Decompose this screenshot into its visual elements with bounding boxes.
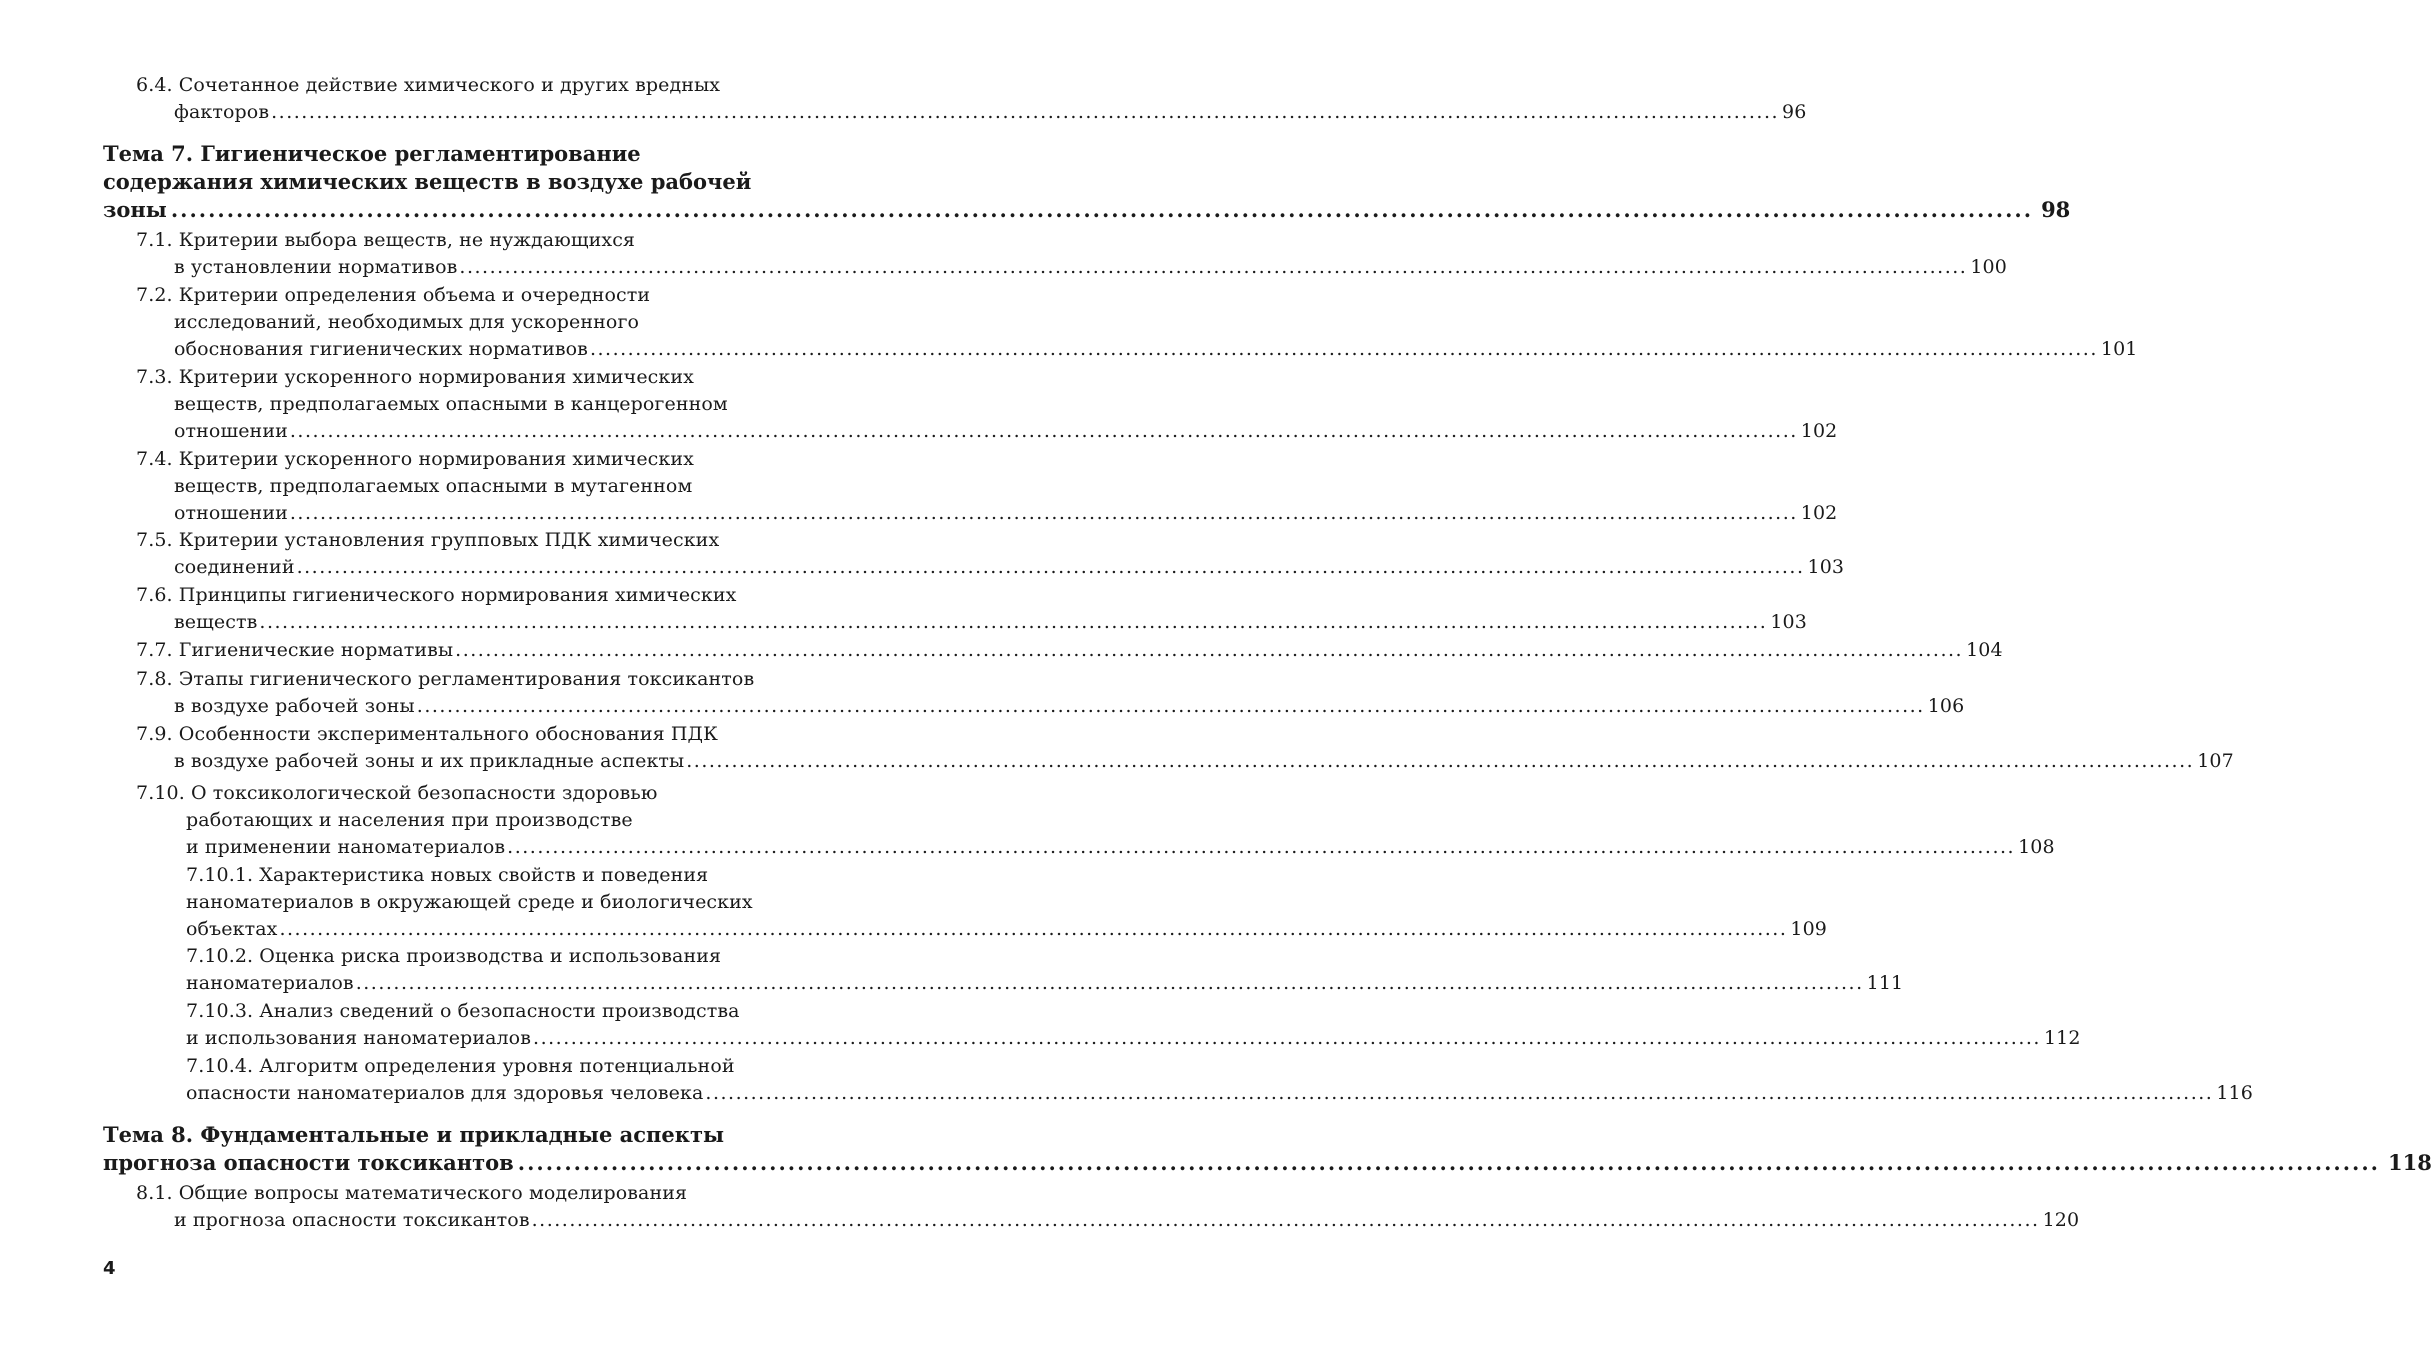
leader-dots: ........................................................................................................................................................................................................ bbox=[507, 836, 2016, 858]
toc-page-number: 120 bbox=[2042, 1209, 2080, 1231]
toc-line: 7.7. Гигиенические нормативы ........................................................................................................................................................................................................ 104 bbox=[136, 637, 796, 664]
toc-line: исследований, необходимых для ускоренного bbox=[174, 311, 640, 333]
toc-line: веществ ........................................................................................................................................................................................................ 103 bbox=[174, 609, 796, 636]
toc-line: объектах ........................................................................................................................................................................................................ 109 bbox=[186, 916, 796, 943]
leader-dots: ........................................................................................................................................................................................................ bbox=[271, 101, 1780, 123]
toc-line: в воздухе рабочей зоны ........................................................................................................................................................................................................ 106 bbox=[174, 693, 796, 720]
toc-line: 7.1. Критерии выбора веществ, не нуждающихся bbox=[136, 229, 636, 251]
toc-line: обоснования гигиенических нормативов ........................................................................................................................................................................................................ 101 bbox=[174, 336, 796, 363]
toc-page-number: 104 bbox=[1966, 639, 2003, 661]
leader-dots: ........................................................................................................................................................................................................ bbox=[455, 639, 1964, 661]
toc-line: и прогноза опасности токсикантов ........................................................................................................................................................................................................ 120 bbox=[174, 1207, 796, 1234]
toc-page-number: 109 bbox=[1790, 918, 1827, 940]
toc-line: в воздухе рабочей зоны и их прикладные аспекты ........................................................................................................................................................................................................ 107 bbox=[174, 748, 796, 775]
leader-dots: ........................................................................................................................................................................................................ bbox=[355, 972, 1864, 994]
leader-dots: ........................................................................................................................................................................................................ bbox=[705, 1082, 2214, 1104]
toc-page-number: 100 bbox=[1970, 256, 2007, 278]
leader-dots: ........................................................................................................................................................................................................ bbox=[416, 695, 1925, 717]
leader-dots: ........................................................................................................................................................................................................ bbox=[589, 338, 2098, 360]
toc-line: веществ, предполагаемых опасными в мутагенном bbox=[174, 475, 693, 497]
toc-line: Тема 8. Фундаментальные и прикладные аспекты bbox=[103, 1122, 725, 1147]
toc-line: соединений ........................................................................................................................................................................................................ 103 bbox=[174, 554, 796, 581]
toc-line: зоны ........................................................................................................................................................................................................ 98 bbox=[103, 197, 2071, 222]
toc-line: в установлении нормативов ........................................................................................................................................................................................................ 100 bbox=[174, 254, 796, 281]
toc-line: отношении ........................................................................................................................................................................................................ 102 bbox=[174, 418, 796, 445]
toc-line: 8.1. Общие вопросы математического моделирования bbox=[136, 1182, 688, 1204]
leader-dots: ........................................................................................................................................................................................................ bbox=[170, 197, 2034, 222]
leader-dots: ........................................................................................................................................................................................................ bbox=[296, 556, 1805, 578]
toc-line: 7.5. Критерии установления групповых ПДК химических bbox=[136, 529, 720, 551]
toc-page-number: 106 bbox=[1927, 695, 1965, 717]
toc-page-number: 102 bbox=[1800, 420, 1838, 442]
leader-dots: ........................................................................................................................................................................................................ bbox=[533, 1027, 2041, 1049]
toc-line: 7.8. Этапы гигиенического регламентирования токсикантов bbox=[136, 668, 755, 690]
toc-line: наноматериалов ........................................................................................................................................................................................................ 111 bbox=[186, 970, 796, 997]
toc-line: 7.10.2. Оценка риска производства и использования bbox=[186, 945, 722, 967]
toc-line: 7.10.4. Алгоритм определения уровня потенциальной bbox=[186, 1055, 735, 1077]
toc-line: 7.10. О токсикологической безопасности здоровью bbox=[136, 782, 658, 804]
toc-line: наноматериалов в окружающей среде и биологических bbox=[186, 891, 753, 913]
toc-page-number: 118 bbox=[2387, 1150, 2432, 1175]
leader-dots: ........................................................................................................................................................................................................ bbox=[279, 918, 1788, 940]
toc-line: 7.10.3. Анализ сведений о безопасности производства bbox=[186, 1000, 740, 1022]
toc-line: содержания химических веществ в воздухе рабочей bbox=[103, 169, 752, 194]
leader-dots: ........................................................................................................................................................................................................ bbox=[259, 611, 1768, 633]
toc-page-number: 96 bbox=[1782, 101, 1807, 123]
toc-page-number: 112 bbox=[2043, 1027, 2081, 1049]
toc-page-number: 116 bbox=[2216, 1082, 2253, 1104]
toc-line: веществ, предполагаемых опасными в канцерогенном bbox=[174, 393, 728, 415]
toc-line: 7.10.1. Характеристика новых свойств и поведения bbox=[186, 864, 709, 886]
toc-line: факторов ........................................................................................................................................................................................................ 96 bbox=[174, 99, 796, 126]
toc-page-number: 111 bbox=[1866, 972, 1904, 994]
toc-line: Тема 7. Гигиеническое регламентирование bbox=[103, 141, 641, 166]
toc-line: и использования наноматериалов ........................................................................................................................................................................................................ 112 bbox=[186, 1025, 796, 1052]
leader-dots: ........................................................................................................................................................................................................ bbox=[289, 502, 1798, 524]
leader-dots: ........................................................................................................................................................................................................ bbox=[459, 256, 1968, 278]
toc-page-number: 101 bbox=[2100, 338, 2138, 360]
toc-page-number: 103 bbox=[1807, 556, 1845, 578]
toc-line: 7.9. Особенности экспериментального обоснования ПДК bbox=[136, 723, 718, 745]
toc-page-number: 98 bbox=[2041, 197, 2071, 222]
toc-line: опасности наноматериалов для здоровья человека ........................................................................................................................................................................................................ 116 bbox=[186, 1080, 796, 1107]
toc-line: работающих и населения при производстве bbox=[186, 809, 633, 831]
leader-dots: ........................................................................................................................................................................................................ bbox=[686, 750, 2195, 772]
toc-line: прогноза опасности токсикантов ........................................................................................................................................................................................................ 118 bbox=[103, 1150, 2432, 1175]
toc-line: 7.3. Критерии ускоренного нормирования химических bbox=[136, 366, 694, 388]
toc-page-number: 103 bbox=[1770, 611, 1807, 633]
toc-line: и применении наноматериалов ........................................................................................................................................................................................................ 108 bbox=[186, 834, 796, 861]
leader-dots: ........................................................................................................................................................................................................ bbox=[517, 1150, 2380, 1175]
toc-line: 7.2. Критерии определения объема и очередности bbox=[136, 284, 651, 306]
leader-dots: ........................................................................................................................................................................................................ bbox=[289, 420, 1798, 442]
toc-line: 6.4. Сочетанное действие химического и других вредных bbox=[136, 74, 721, 96]
toc-page-number: 107 bbox=[2197, 750, 2234, 772]
toc-page-number: 108 bbox=[2018, 836, 2055, 858]
toc-line: отношении ........................................................................................................................................................................................................ 102 bbox=[174, 500, 796, 527]
page-number: 4 bbox=[103, 1258, 116, 1279]
toc-page-number: 102 bbox=[1800, 502, 1838, 524]
leader-dots: ........................................................................................................................................................................................................ bbox=[531, 1209, 2040, 1231]
toc-line: 7.4. Критерии ускоренного нормирования химических bbox=[136, 448, 694, 470]
toc-line: 7.6. Принципы гигиенического нормирования химических bbox=[136, 584, 737, 606]
